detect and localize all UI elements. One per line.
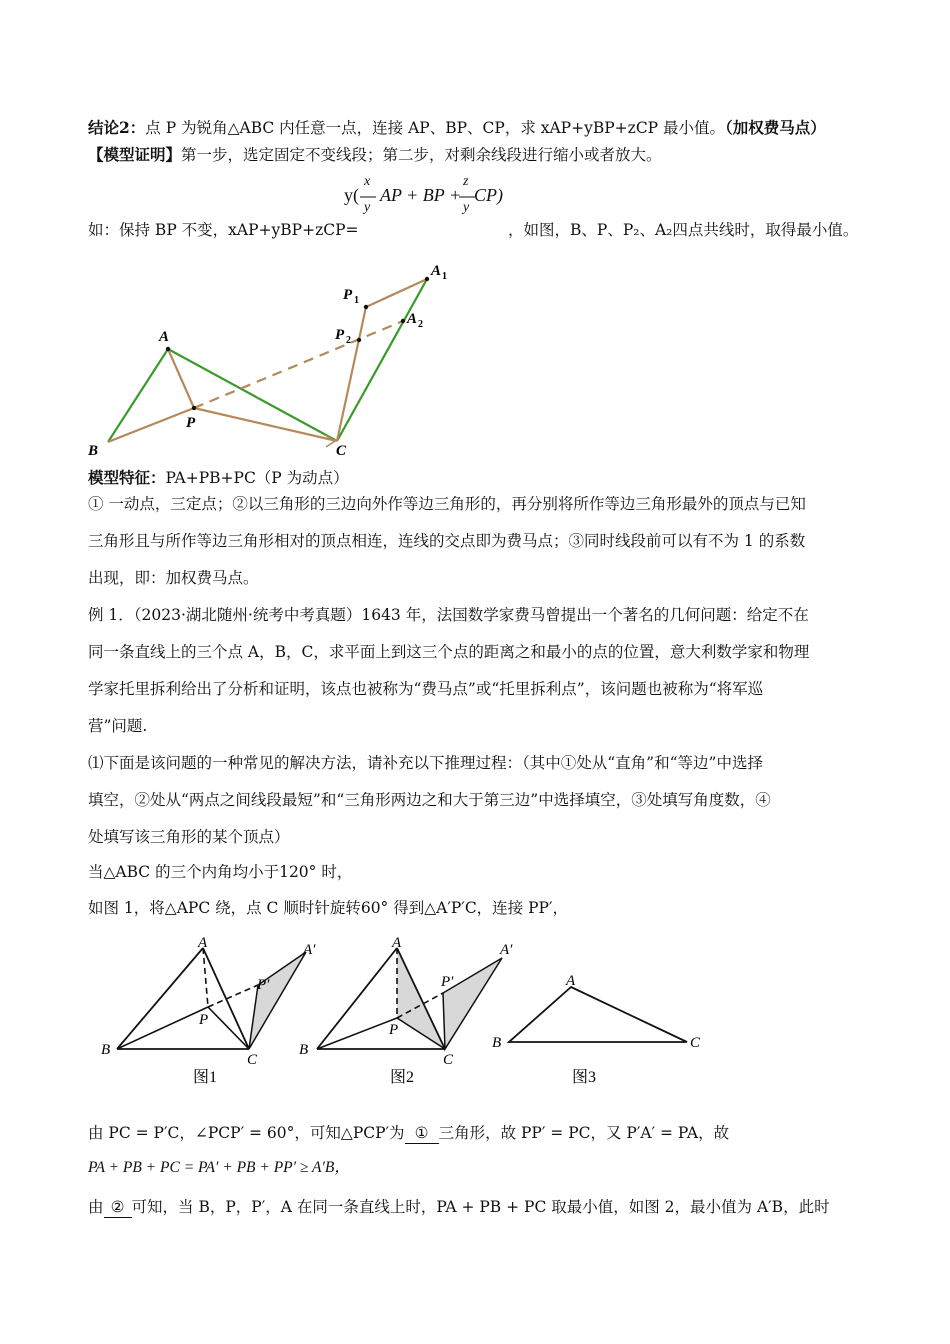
model-feature-line bbox=[88, 468, 349, 488]
fig2-label-ap: A′ bbox=[500, 942, 513, 958]
segment-bp bbox=[108, 408, 194, 442]
label-b: B bbox=[88, 443, 99, 459]
formula-prefix: y( bbox=[344, 185, 359, 205]
example-line-right: ，如图，B、P、P₂、A₂四点共线时，取得最小值。 bbox=[508, 221, 859, 239]
figure-1 bbox=[95, 930, 325, 1095]
fig2-label-pp: P′ bbox=[441, 974, 454, 990]
blank-1: ① bbox=[405, 1123, 439, 1144]
formula-suffix: CP) bbox=[474, 185, 503, 205]
formula-fraction-bar-1 bbox=[360, 196, 378, 198]
example1-line-1: 例 1．（2023·湖北随州·统考中考真题）1643 年，法国数学家费马曾提出一个著名的几何问题：给定不在 bbox=[88, 606, 809, 624]
fig1-label-b: B bbox=[101, 1042, 111, 1058]
formula-y-denominator: y bbox=[364, 200, 371, 215]
reasoning1-a: 由 PC = P′C，∠PCP′ = 60°，可知△PCP′为 bbox=[88, 1124, 405, 1142]
reasoning-line-3 bbox=[88, 1197, 830, 1218]
fig2-label-b: B bbox=[299, 1042, 309, 1058]
label-p1: P bbox=[343, 287, 353, 303]
example1-line-4: 营”问题. bbox=[88, 717, 148, 735]
proof-line bbox=[88, 145, 662, 165]
reasoning3-b: 可知，当 B，P，P′，A 在同一条直线上时，PA + PB + PC 取最小值，如图 2，最小值为 A′B，此时 bbox=[131, 1198, 830, 1216]
rotate-line: 如图 1，将△APC 绕，点 C 顺时针旋转60° 得到△A′P′C，连接 PP′， bbox=[88, 899, 568, 917]
fig2-label-p: P bbox=[389, 1022, 399, 1038]
segment-ap bbox=[168, 349, 194, 408]
reasoning3-a: 由 bbox=[88, 1198, 104, 1216]
fig2-label-a: A bbox=[392, 935, 402, 951]
label-p1-sub: 1 bbox=[354, 295, 359, 306]
part1-line-2: 填空，②处从“两点之间线段最短”和“三角形两边之和大于第三边”中选择填空，③处填写角度数，④ bbox=[88, 791, 771, 809]
formula-y-denominator-2: y bbox=[463, 200, 470, 215]
conclusion-tag: （加权费马点） bbox=[725, 118, 826, 137]
model-feature-title: 模型特征： bbox=[88, 468, 166, 487]
label-p: P bbox=[186, 415, 196, 431]
proof-title: 【模型证明】 bbox=[88, 145, 182, 164]
conclusion-title: 结论2： bbox=[88, 118, 146, 137]
fig1-caption: 图1 bbox=[193, 1069, 218, 1086]
part1-line-3: 处填写该三角形的某个顶点） bbox=[88, 828, 290, 846]
label-c: C bbox=[336, 443, 347, 459]
fig1-label-c: C bbox=[247, 1052, 258, 1068]
fig1-label-a: A bbox=[198, 935, 208, 951]
fig2-label-c: C bbox=[443, 1052, 454, 1068]
weighted-fermat-figure bbox=[80, 255, 480, 465]
fig2-caption: 图2 bbox=[390, 1069, 415, 1086]
label-a2: A bbox=[407, 311, 418, 327]
point-p2 bbox=[357, 338, 361, 342]
segment-p1a1 bbox=[366, 279, 427, 307]
reasoning-line-1 bbox=[88, 1123, 729, 1144]
label-p2: P bbox=[335, 327, 345, 343]
fig1-label-pp: P′ bbox=[257, 977, 270, 993]
example1-line-3: 学家托里拆利给出了分析和证明，该点也被称为“费马点”或“托里拆利点”，该问题也被称为“将军巡 bbox=[88, 680, 764, 698]
model-feature-text: PA+PB+PC（P 为动点） bbox=[165, 469, 349, 487]
segment-ab bbox=[108, 349, 168, 442]
formula-x-numerator: x bbox=[364, 174, 371, 189]
angle-line: 当△ABC 的三个内角均小于120° 时， bbox=[88, 863, 353, 881]
formula-z-numerator: z bbox=[463, 174, 469, 189]
fig3-caption: 图3 bbox=[572, 1069, 597, 1086]
example1-line-2: 同一条直线上的三个点 A，B，C，求平面上到这三个点的距离之和最小的点的位置，意大利数学家和物理 bbox=[88, 643, 810, 661]
reasoning-line-2: PA + PB + PC = PA′ + PB + PP′ ≥ A′B， bbox=[88, 1159, 350, 1176]
formula-middle: AP + BP + bbox=[380, 185, 462, 205]
feature-line-1: ① 一动点，三定点；②以三角形的三边向外作等边三角形的，再分别将所作等边三角形最外的顶点与已知 bbox=[88, 495, 806, 513]
fig1-label-ap: A′ bbox=[303, 942, 316, 958]
point-a bbox=[166, 347, 170, 351]
fig3-label-b: B bbox=[492, 1035, 502, 1051]
segment-dashed bbox=[194, 321, 403, 408]
fig1-label-p: P bbox=[199, 1012, 209, 1028]
point-a1 bbox=[425, 277, 429, 281]
fig3-label-a: A bbox=[566, 973, 576, 989]
segment-pc bbox=[194, 408, 337, 441]
label-a1: A bbox=[431, 263, 442, 279]
figure-3 bbox=[490, 960, 720, 1095]
example-line-left: 如：保持 BP 不变，xAP+yBP+zCP= bbox=[88, 221, 359, 239]
segment-ca1 bbox=[337, 279, 427, 441]
part1-line-1: ⑴下面是该问题的一种常见的解决方法，请补充以下推理过程：（其中①处从“直角”和“等边”中选择 bbox=[88, 754, 763, 772]
point-p bbox=[192, 406, 196, 410]
blank-2: ② bbox=[104, 1197, 132, 1218]
point-a2 bbox=[401, 319, 405, 323]
fig3-label-c: C bbox=[690, 1035, 701, 1051]
conclusion-line bbox=[88, 118, 826, 138]
proof-text: 第一步，选定固定不变线段；第二步，对剩余线段进行缩小或者放大。 bbox=[181, 146, 662, 164]
feature-line-3: 出现，即：加权费马点。 bbox=[88, 569, 259, 587]
label-p2-sub: 2 bbox=[346, 335, 351, 346]
label-a1-sub: 1 bbox=[442, 271, 447, 282]
label-a2-sub: 2 bbox=[418, 319, 423, 330]
reasoning1-b: 三角形，故 PP′ = PC，又 P′A′ = PA，故 bbox=[438, 1124, 730, 1142]
feature-line-2: 三角形且与所作等边三角形相对的顶点相连，连线的交点即为费马点；③同时线段前可以有不为 1 的系数 bbox=[88, 532, 806, 550]
conclusion-text: 点 P 为锐角△ABC 内任意一点，连接 AP、BP、CP，求 xAP+yBP+zCP 最小值。 bbox=[145, 119, 726, 137]
label-a: A bbox=[159, 329, 170, 345]
point-p1 bbox=[364, 305, 368, 309]
